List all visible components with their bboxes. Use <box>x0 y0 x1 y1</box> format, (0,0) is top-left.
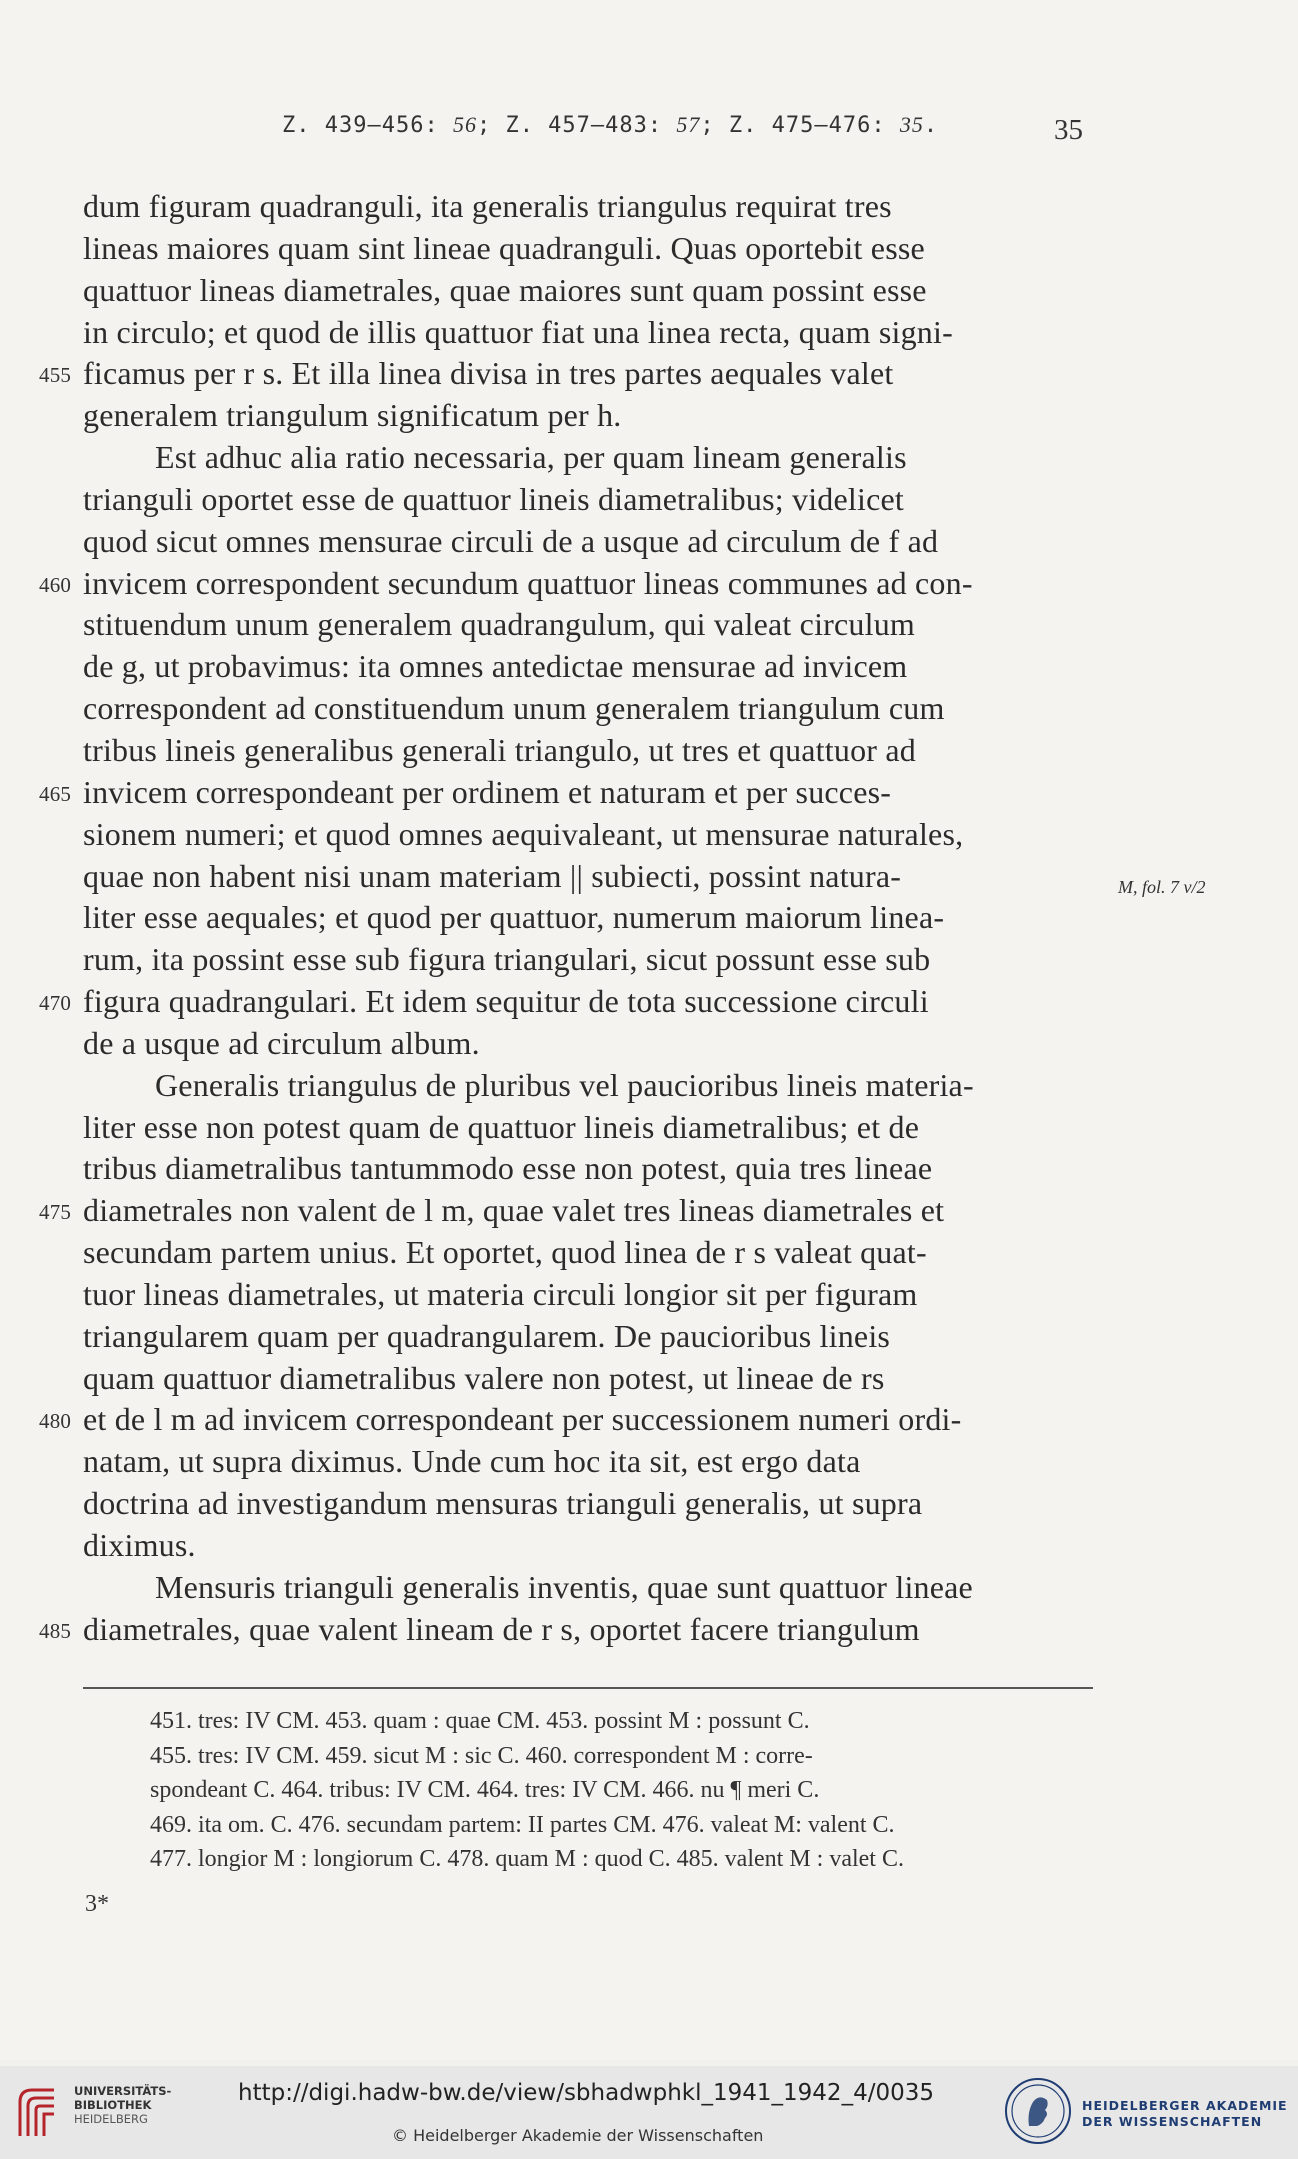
line-text: triangularem quam per quadrangularem. De paucioribus lineis <box>83 1317 891 1354</box>
line-text: invicem correspondent secundum quattuor lineas communes ad con- <box>83 564 973 601</box>
line-text: invicem correspondeant per ordinem et naturam et per succes- <box>83 773 892 810</box>
line-text: correspondent ad constituendum unum generalem triangulum cum <box>83 690 945 727</box>
text-line <box>83 814 1093 856</box>
running-header <box>0 108 1298 148</box>
text-line <box>83 1148 1093 1190</box>
line-number: 470 <box>39 991 72 1016</box>
copyright-notice: © Heidelberger Akademie der Wissenschaften <box>392 2126 764 2145</box>
line-text: lineas maiores quam sint lineae quadranguli. Quas oportebit esse <box>83 229 925 266</box>
line-text: natam, ut supra diximus. Unde cum hoc ita sit, est ergo data <box>83 1443 861 1480</box>
running-title-part: . <box>923 113 939 138</box>
library-name-line: HEIDELBERG <box>74 2112 148 2126</box>
text-line <box>83 1567 1093 1609</box>
text-line <box>83 228 1093 270</box>
text-line <box>83 604 1093 646</box>
text-line <box>83 437 1093 479</box>
line-text: dum figuram quadranguli, ita generalis triangulus requirat tres <box>83 188 892 224</box>
line-text: stituendum unum generalem quadrangulum, qui valeat circulum <box>83 606 916 643</box>
running-title-part: ; Z. 457—483: <box>476 113 677 138</box>
text-line <box>83 856 1093 898</box>
line-number: 475 <box>39 1200 72 1225</box>
text-line <box>83 1441 1093 1483</box>
text-line <box>83 312 1093 354</box>
text-line <box>39 1609 1093 1651</box>
line-text: tuor lineas diametrales, ut materia circuli longior sit per figuram <box>83 1275 918 1312</box>
line-text: sionem numeri; et quod omnes aequivaleant, ut mensurae naturales, <box>83 815 964 852</box>
text-line <box>83 688 1093 730</box>
library-name <box>74 2084 171 2126</box>
text-line <box>83 186 1093 228</box>
margin-note: M, fol. 7 v/2 <box>1118 877 1206 897</box>
line-text: Generalis triangulus de pluribus vel paucioribus lineis materia- <box>155 1066 974 1103</box>
library-name-line: UNIVERSITÄTS- <box>74 2084 172 2098</box>
line-text: et de l m ad invicem correspondeant per successionem numeri ordi- <box>83 1401 962 1438</box>
line-text: rum, ita possint esse sub figura triangulari, sicut possunt esse sub <box>83 941 931 978</box>
text-line <box>83 395 1093 437</box>
text-line <box>83 479 1093 521</box>
text-line <box>83 646 1093 688</box>
line-text: quam quattuor diametralibus valere non potest, ut lineae de rs <box>83 1359 885 1396</box>
line-text: diametrales, quae valent lineam de r s, oportet facere triangulum <box>83 1610 920 1647</box>
text-line <box>83 270 1093 312</box>
text-line <box>39 353 1093 395</box>
running-title-part: ; Z. 475—476: <box>700 113 900 138</box>
line-text: quod sicut omnes mensurae circuli de a usque ad circulum de f ad <box>83 522 939 559</box>
line-text: generalem triangulum significatum per h. <box>83 397 622 434</box>
main-text <box>39 186 1093 1651</box>
footnote-line: spondeant C. 464. tribus: IV CM. 464. tres: IV CM. 466. nu ¶ meri C. <box>150 1777 820 1803</box>
footnote-line: 455. tres: IV CM. 459. sicut M : sic C. 460. correspondent M : corre- <box>150 1742 813 1769</box>
line-text: Mensuris trianguli generalis inventis, quae sunt quattuor lineae <box>155 1568 973 1605</box>
academy-name-line: HEIDELBERGER AKADEMIE <box>1082 2098 1288 2113</box>
academy-name-line: DER WISSENSCHAFTEN <box>1082 2114 1263 2129</box>
text-line <box>83 1107 1093 1149</box>
text-line <box>83 730 1093 772</box>
text-line <box>83 939 1093 981</box>
line-text: trianguli oportet esse de quattuor lineis diametralibus; videlicet <box>83 480 904 517</box>
line-text: tribus diametralibus tantummodo esse non potest, quia tres lineae <box>83 1150 933 1187</box>
text-line <box>39 1190 1093 1232</box>
line-text: diximus. <box>83 1527 196 1563</box>
page-number: 35 <box>1054 114 1083 146</box>
line-text: secundam partem unius. Et oportet, quod linea de r s valeat quat- <box>83 1234 927 1271</box>
text-line <box>83 1358 1093 1400</box>
line-text: Est adhuc alia ratio necessaria, per quam lineam generalis <box>155 439 907 476</box>
footnote-line: 469. ita om. C. 476. secundam partem: II partes CM. 476. valeat M: valent C. <box>150 1811 895 1838</box>
permalink-url[interactable]: http://digi.hadw-bw.de/view/sbhadwphkl_1941_1942_4/0035 <box>238 2080 934 2106</box>
line-text: in circulo; et quod de illis quattuor fiat una linea recta, quam signi- <box>83 313 953 350</box>
text-line <box>39 772 1093 814</box>
line-text: doctrina ad investigandum mensuras trianguli generalis, ut supra <box>83 1485 923 1522</box>
line-text: diametrales non valent de l m, quae valet tres lineas diametrales et <box>83 1192 945 1229</box>
line-text: liter esse non potest quam de quattuor lineis diametralibus; et de <box>83 1108 920 1145</box>
line-text: de a usque ad circulum album. <box>83 1024 480 1061</box>
running-title-part: 56 <box>452 112 477 137</box>
line-number: 480 <box>39 1409 72 1434</box>
line-number: 465 <box>39 781 72 806</box>
footnote-line: 451. tres: IV CM. 453. quam : quae CM. 453. possint M : possunt C. <box>150 1708 810 1734</box>
library-name-line: BIBLIOTHEK <box>74 2098 152 2112</box>
line-text: figura quadrangulari. Et idem sequitur de tota successione circuli <box>83 983 929 1020</box>
text-line <box>83 1232 1093 1274</box>
text-line <box>83 897 1093 939</box>
text-line <box>83 1023 1093 1065</box>
line-number: 460 <box>39 572 72 597</box>
line-text: liter esse aequales; et quod per quattuor, numerum maiorum linea- <box>83 899 945 936</box>
line-text: ficamus per r s. Et illa linea divisa in tres partes aequales valet <box>83 355 894 392</box>
signature-mark: 3* <box>85 1891 109 1917</box>
text-line <box>83 521 1093 563</box>
footnote-line: 477. longior M : longiorum C. 478. quam M : quod C. 485. valent M : valet C. <box>150 1846 904 1872</box>
text-line <box>83 1525 1093 1567</box>
text-line <box>39 1399 1093 1441</box>
footnote-divider <box>83 1687 1093 1689</box>
academy-seal-icon <box>1003 2076 1073 2146</box>
text-line <box>39 981 1093 1023</box>
text-line <box>39 563 1093 605</box>
text-line <box>83 1065 1093 1107</box>
text-line <box>83 1274 1093 1316</box>
running-title-part: 35 <box>899 112 924 137</box>
running-title <box>282 112 938 138</box>
running-title-part: 57 <box>676 112 701 137</box>
line-text: de g, ut probavimus: ita omnes antedictae mensurae ad invicem <box>83 648 908 685</box>
viewer-footer <box>0 2066 1298 2159</box>
text-line <box>83 1483 1093 1525</box>
academy-name <box>1082 2098 1288 2130</box>
line-text: quattuor lineas diametrales, quae maiores sunt quam possint esse <box>83 271 927 308</box>
line-number: 455 <box>39 363 72 388</box>
line-text: quae non habent nisi unam materiam || subiecti, possint natura- <box>83 857 902 894</box>
line-number: 485 <box>39 1618 72 1643</box>
line-text: tribus lineis generalibus generali triangulo, ut tres et quattuor ad <box>83 731 916 768</box>
library-logo-icon <box>14 2082 70 2142</box>
critical-apparatus <box>150 1704 1100 1877</box>
text-line <box>83 1316 1093 1358</box>
running-title-part: Z. 439—456: <box>282 113 453 138</box>
